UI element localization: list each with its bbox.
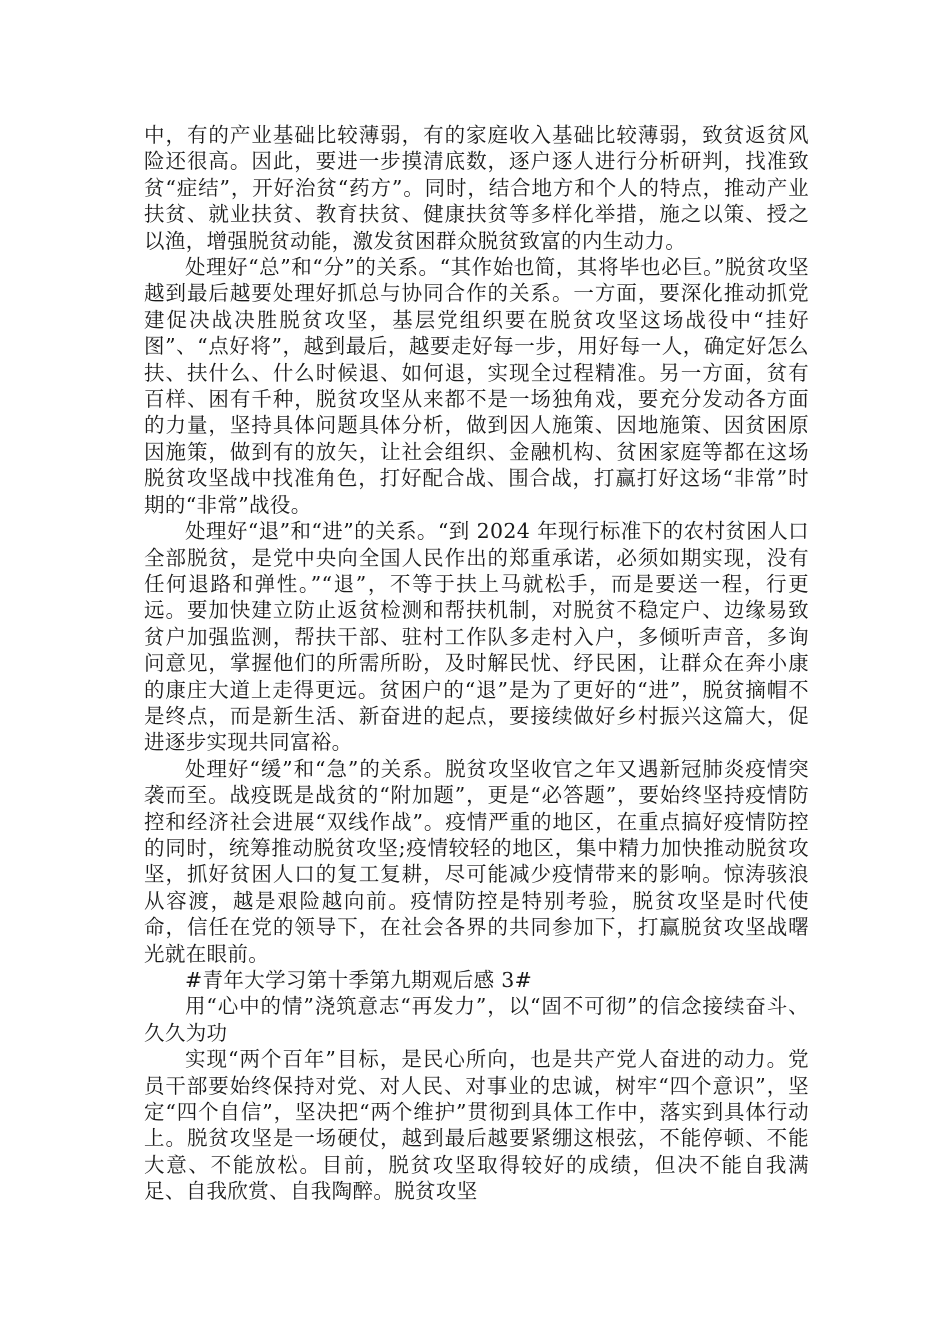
paragraph-two-centenary-goals: 实现“两个百年”目标，是民心所向，也是共产党人奋进的动力。党员干部要始终保持对党、对人民、对事业的忠诚，树牢“四个意识”，坚定“四个自信”，坚决把“两个维护”贯彻到具体工作中，落实到具体行动上。脱贫攻坚是一场硬仗，越到最后越要紧绷这根弦，不能停顿、不能大意、不能放松。目前，脱贫攻坚取得较好的成绩，但决不能自我满足、自我欣赏、自我陶醉。脱贫攻坚 — [144, 1047, 809, 1204]
section-heading: #青年大学习第十季第九期观后感 3# — [185, 968, 533, 992]
document-body — [144, 122, 809, 1205]
paragraph-retreat-and-advance: 处理好“退”和“进”的关系。“到 2024 年现行标准下的农村贫困人口全部脱贫，是党中央向全国人民作出的郑重承诺，必须如期实现，没有任何退路和弹性。”“退”，不等于扶上马就松手，而是要送一程，行更远。要加快建立防止返贫检测和帮扶机制，对脱贫不稳定户、边缘易致贫户加强监测，帮扶干部、驻村工作队多走村入户，多倾听声音，多询问意见，掌握他们的所需所盼，及时解民忧、纾民困，让群众在奔小康的康庄大道上走得更远。贫困户的“退”是为了更好的“进”，脱贫摘帽不是终点，而是新生活、新奋进的起点，要接续做好乡村振兴这篇大，促进逐步实现共同富裕。 — [144, 519, 809, 755]
section-subtitle: 用“心中的情”浇筑意志“再发力”，以“固不可彻”的信念接续奋斗、久久为功 — [144, 994, 809, 1045]
paragraph-total-and-parts: 处理好“总”和“分”的关系。“其作始也简，其将毕也必巨。”脱贫攻坚越到最后越要处理好抓总与协同合作的关系。一方面，要深化推动抓党建促决战决胜脱贫攻坚，基层党组织要在脱贫攻坚这场战役中“挂好图”、“点好将”，越到最后，越要走好每一步，用好每一人，确定好怎么扶、扶什么、什么时候退、如何退，实现全过程精准。另一方面，贫有百样、困有千种，脱贫攻坚从来都不是一场独角戏，要充分发动各方面的力量，坚持具体问题具体分析，做到因人施策、因地施策、因贫困原因施策，做到有的放矢，让社会组织、金融机构、贫困家庭等都在这场脱贫攻坚战中找准角色，打好配合战、围合战，打赢打好这场“非常”时期的“非常”战役。 — [144, 255, 809, 517]
paragraph-slow-and-urgent: 处理好“缓”和“急”的关系。脱贫攻坚收官之年又遇新冠肺炎疫情突袭而至。战疫既是战贫的“附加题”，更是“必答题”，要始终坚持疫情防控和经济社会进展“双线作战”。疫情严重的地区，在重点搞好疫情防控的同时，统筹推动脱贫攻坚;疫情较轻的地区，集中精力加快推动脱贫攻坚，抓好贫困人口的复工复耕，尽可能减少疫情带来的影响。惊涛骇浪从容渡，越是艰险越向前。疫情防控是特别考验，脱贫攻坚是时代使命，信任在党的领导下，在社会各界的共同参加下，打赢脱贫攻坚战曙光就在眼前。 — [144, 756, 809, 966]
paragraph-intro-continuation: 中，有的产业基础比较薄弱，有的家庭收入基础比较薄弱，致贫返贫风险还很高。因此，要进一步摸清底数，逐户逐人进行分析研判，找准致贫“症结”，开好治贫“药方”。同时，结合地方和个人的特点，推动产业扶贫、就业扶贫、教育扶贫、健康扶贫等多样化举措，施之以策、授之以渔，增强脱贫动能，激发贫困群众脱贫致富的内生动力。 — [144, 123, 809, 253]
